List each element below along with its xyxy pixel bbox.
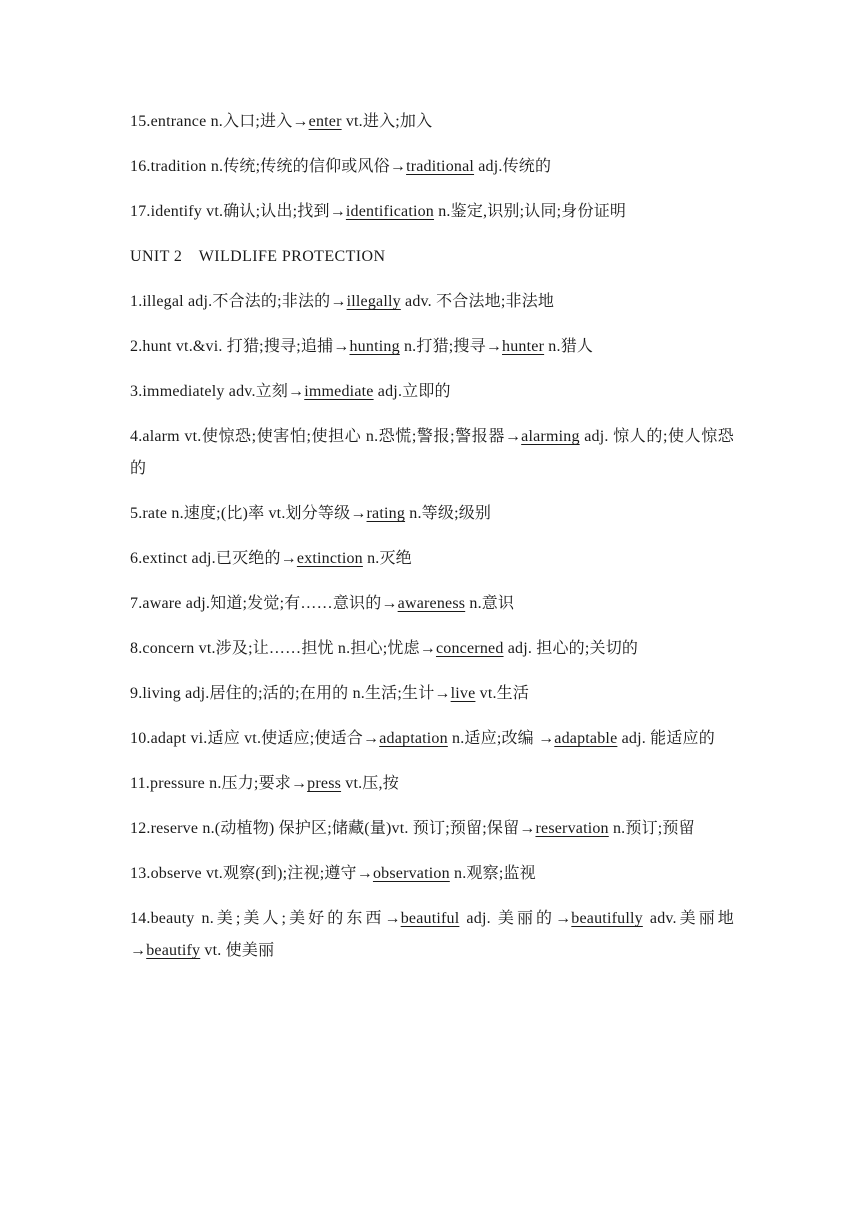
entry-text: vt.压,按 [341,775,399,792]
derived-word: live [450,685,476,702]
vocab-entry-extinct [130,543,734,575]
derived-word: identification [345,203,435,220]
vocab-entry-beauty [130,903,734,967]
vocab-entry-tradition [130,151,734,183]
vocab-entry-pressure [130,768,734,800]
derived-word: adaptation [379,730,448,747]
entry-text: 7.aware adj.知道;发觉;有……意识的→ [130,595,398,612]
entry-word: 17.identify [130,203,202,220]
entry-text: 12.reserve n.(动植物) 保护区;储藏(量)vt. 预订;预留;保留→ [130,820,536,837]
vocabulary-page [130,106,734,980]
entry-text: adj. 能适应的 [617,730,715,747]
unit-heading: UNIT 2 WILDLIFE PROTECTION [130,248,386,265]
entry-definition: n.鉴定,识别;认同;身份证明 [434,203,627,220]
derived-word: concerned [435,640,504,657]
derived-word: beautifully [571,910,643,927]
entry-text: adj. 美丽的→ [459,910,572,927]
entry-text: n.猎人 [544,338,594,355]
entry-text: n.观察;监视 [449,865,536,882]
derived-word: immediate [304,383,374,400]
entry-definition: n.入口;进入→ [206,113,309,130]
vocab-entry-living [130,678,734,710]
vocab-entry-immediately [130,376,734,408]
derived-word: extinction [296,550,363,567]
derived-word: alarming [521,428,580,445]
entry-text: 8.concern vt.涉及;让……担忧 n.担心;忧虑→ [130,640,436,657]
entry-definition: vt.进入;加入 [341,113,433,130]
derived-word: traditional [406,158,475,175]
vocab-entry-rate [130,498,734,530]
derived-word: enter [308,113,342,130]
derived-word: hunter [502,338,545,355]
derived-word: reservation [535,820,609,837]
entry-text: n.预订;预留 [608,820,695,837]
vocab-entry-hunt [130,331,734,363]
derived-word: awareness [397,595,466,612]
derived-word: illegally [346,293,401,310]
entry-definition: n.传统;传统的信仰或风俗→ [206,158,407,175]
entry-text: n.灭绝 [362,550,412,567]
entry-text: 13.observe vt.观察(到);注视;遵守→ [130,865,373,882]
vocab-entry-observe [130,858,734,890]
derived-word: rating [366,505,406,522]
entry-text: n.等级;级别 [405,505,492,522]
entry-word: 16.tradition [130,158,207,175]
derived-word: press [307,775,342,792]
entry-text: n.打猎;搜寻→ [399,338,503,355]
entry-text: 9.living adj.居住的;活的;在用的 n.生活;生计→ [130,685,451,702]
entry-text: adv. 不合法地;非法地 [400,293,555,310]
entry-definition: vt.确认;认出;找到→ [201,203,346,220]
entry-text: 14.beauty n.美;美人;美好的东西→ [130,910,401,927]
entry-text: 1.illegal adj.不合法的;非法的→ [130,293,347,310]
entry-text: adj.立即的 [373,383,451,400]
derived-word: adaptable [554,730,618,747]
derived-word: beautiful [400,910,460,927]
entry-text: 11.pressure n.压力;要求→ [130,775,308,792]
vocab-entry-aware [130,588,734,620]
entry-text: n.意识 [465,595,515,612]
vocab-entry-concern [130,633,734,665]
entry-text: 10.adapt vi.适应 vt.使适应;使适合→ [130,730,380,747]
vocab-entry-illegal [130,286,734,318]
entry-word: 15.entrance [130,113,207,130]
vocab-entry-identify [130,196,734,228]
entry-text: 6.extinct adj.已灭绝的→ [130,550,297,567]
entry-text: vt.生活 [475,685,530,702]
entry-text: adj. 惊人的;使人惊恐的 [130,428,734,477]
entry-text: vt. 使美丽 [200,942,275,959]
entry-text: 2.hunt vt.&vi. 打猎;搜寻;追捕→ [130,338,350,355]
derived-word: observation [372,865,450,882]
vocab-entry-adapt [130,723,734,755]
derived-word: beautify [146,942,201,959]
vocab-entry-reserve [130,813,734,845]
derived-word: hunting [349,338,400,355]
entry-text: 3.immediately adv.立刻→ [130,383,305,400]
entry-text: 4.alarm vt.使惊恐;使害怕;使担心 n.恐慌;警报;警报器→ [130,428,522,445]
entry-text: 5.rate n.速度;(比)率 vt.划分等级→ [130,505,367,522]
entry-text: n.适应;改编 → [447,730,555,747]
entry-text: adj. 担心的;关切的 [503,640,639,657]
entry-definition: adj.传统的 [474,158,552,175]
vocab-entry-entrance [130,106,734,138]
vocab-entry-alarm [130,421,734,485]
entry-text: adv.美丽地→ [130,910,734,959]
